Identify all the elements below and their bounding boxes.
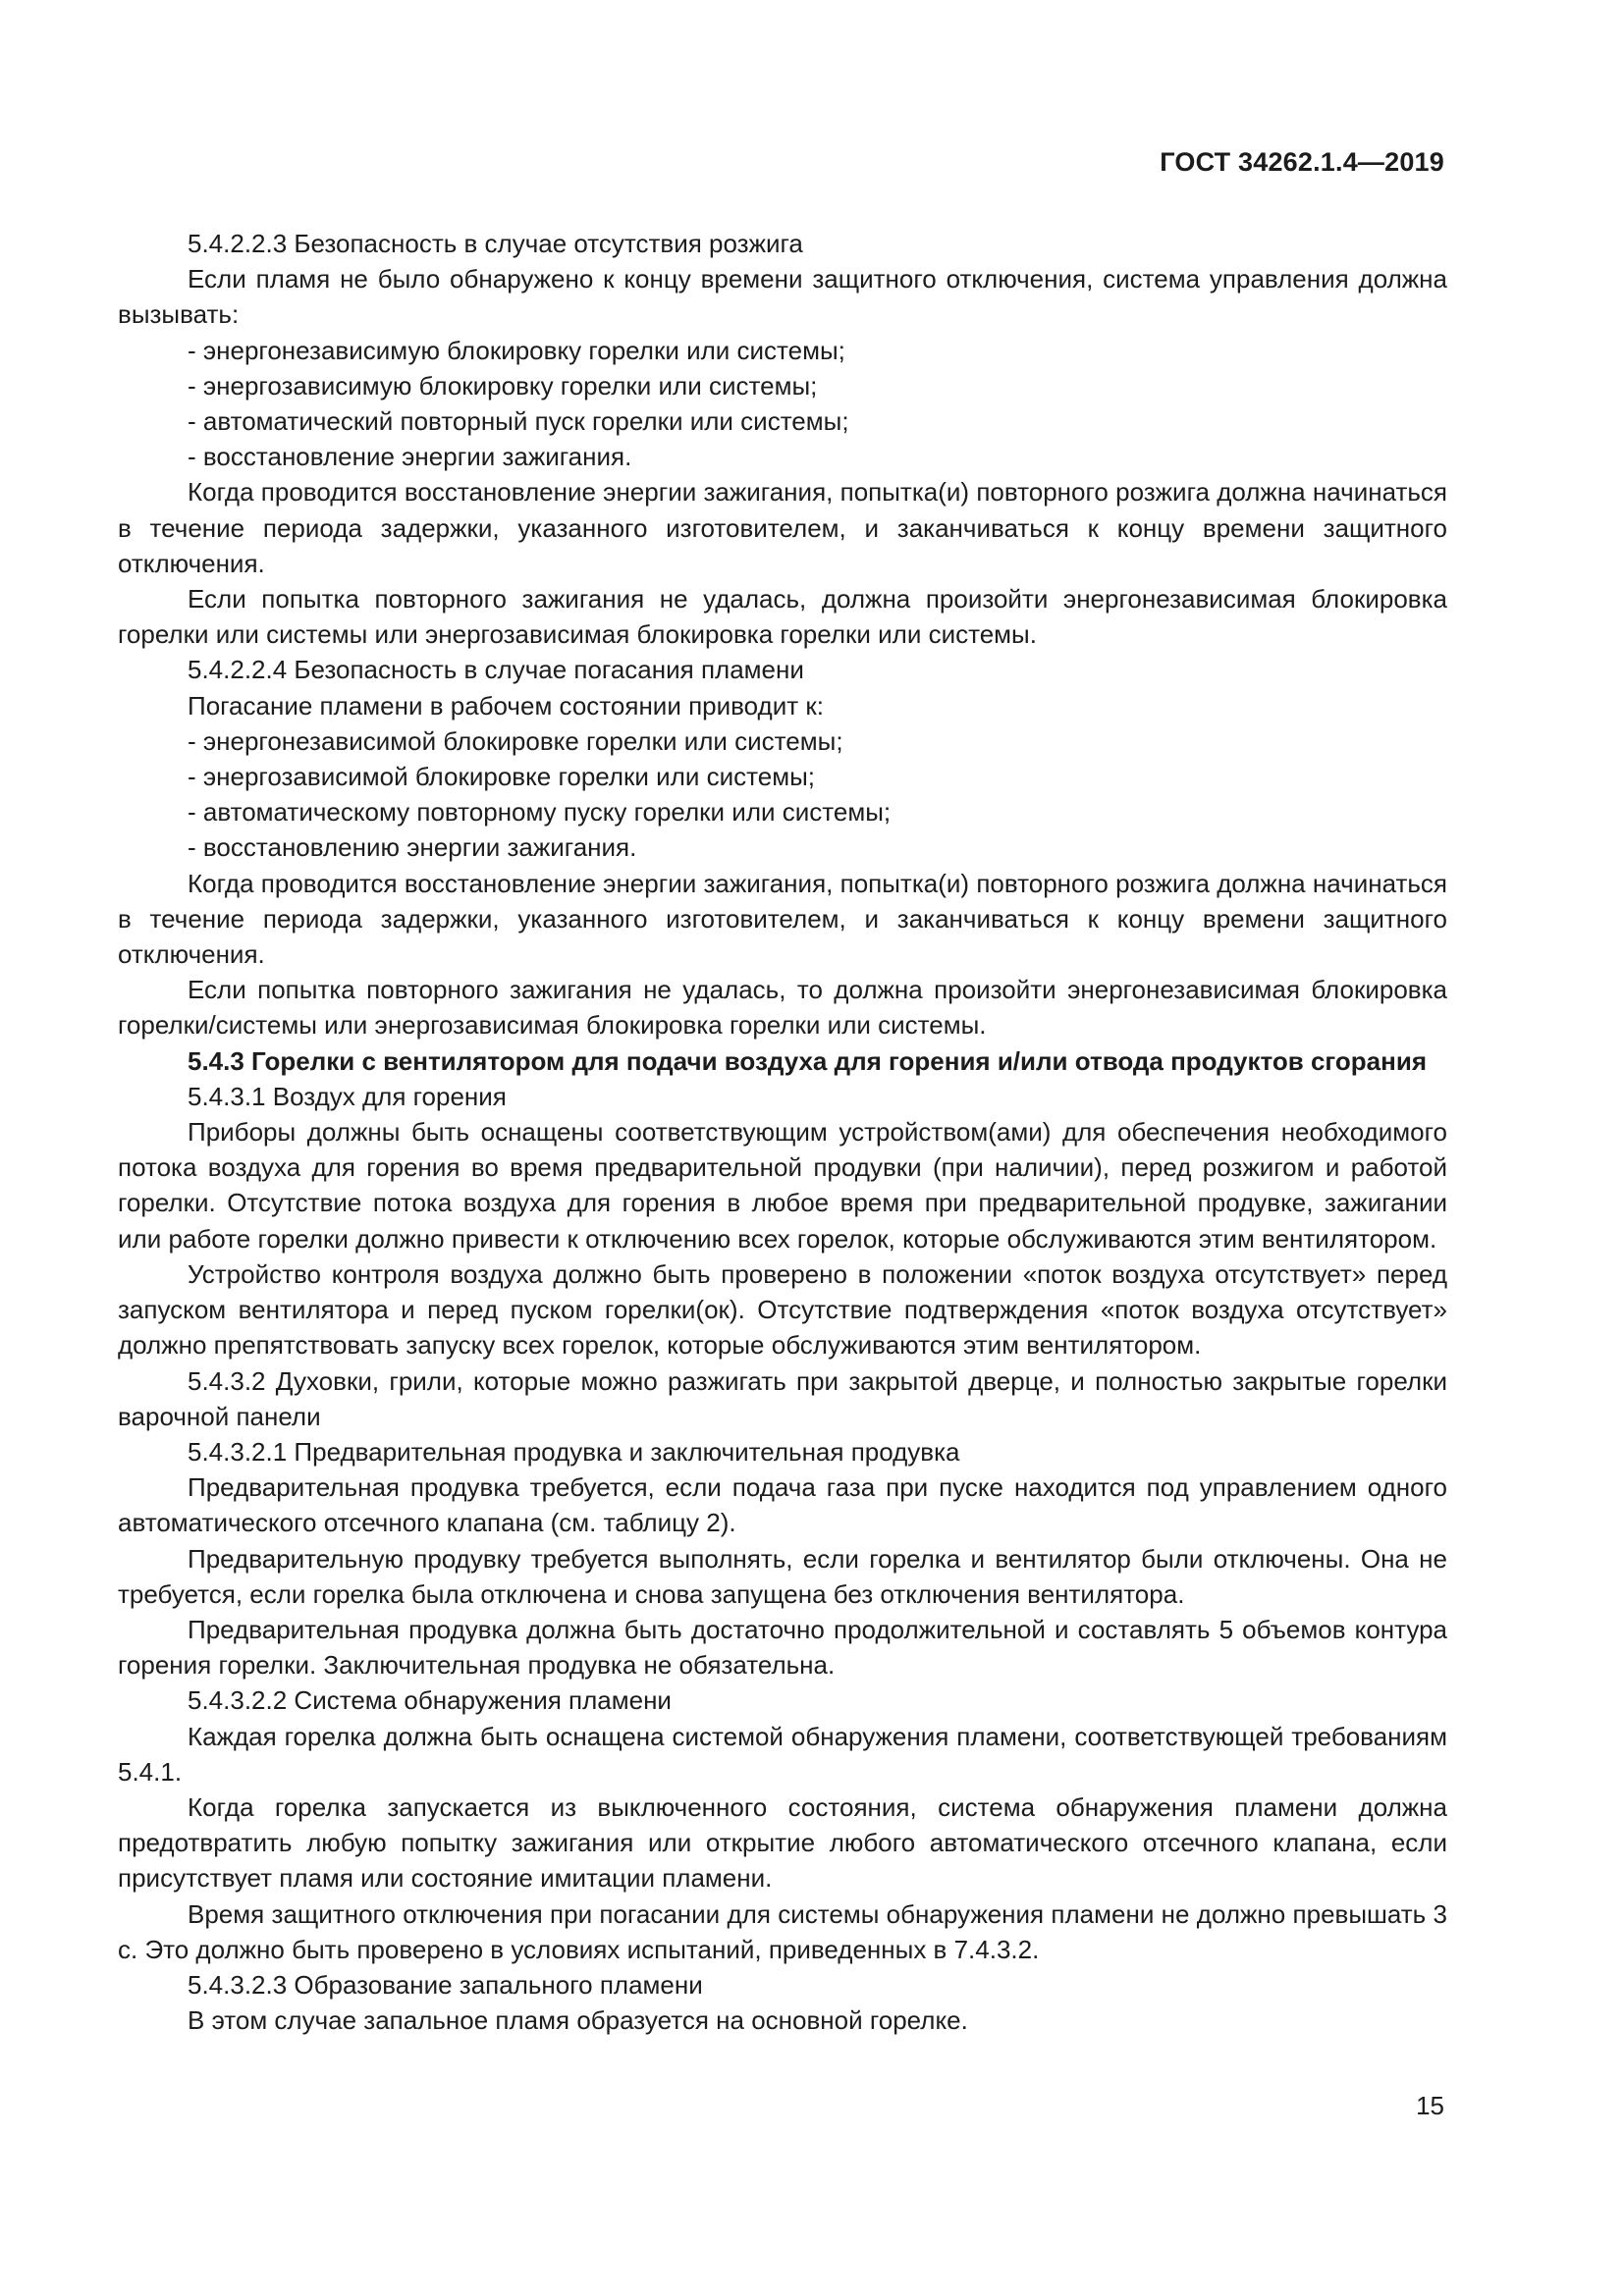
paragraph: Устройство контроля воздуха должно быть проверено в положении «поток воздуха отсутствует» перед запуском вентилятора и перед пуском горелки(ок). Отсутствие подтверждения «поток воздуха отсутствует» должно препятствовать запуску всех горелок, которые обслуживаются этим вентилятором. [118,1258,1447,1361]
paragraph: 5.4.2.2.3 Безопасность в случае отсутствия розжига [188,229,803,258]
page-number: 15 [1416,2091,1444,2120]
list-item: - энергонезависимой блокировке горелки или системы; [188,725,843,756]
paragraph: 5.4.2.2.4 Безопасность в случае погасания пламени [188,655,804,685]
list-item: - энергонезависимую блокировку горелки или системы; [188,335,845,365]
list-item: - автоматическому повторному пуску горелки или системы; [188,797,892,828]
paragraph: Если пламя не было обнаружено к концу времени защитного отключения, система управления должна вызывать: [118,264,1447,330]
document-standard-id: ГОСТ 34262.1.4—2019 [1160,147,1444,177]
paragraph: Если попытка повторного зажигания не удалась, то должна произойти энергонезависимая блокировка горелки/системы или энергозависимая блокировка горелки или системы. [118,975,1447,1041]
list-item: - автоматический повторный пуск горелки или системы; [188,406,849,437]
paragraph: Когда проводится восстановление энергии зажигания, попытка(и) повторного розжига должна начинаться в течение периода задержки, указанного изготовителем, и заканчиваться к концу времени защитного отключения. [118,868,1447,970]
paragraph: Каждая горелка должна быть оснащена системой обнаружения пламени, соответствующей требованиям 5.4.1. [118,1721,1447,1787]
paragraph: Время защитного отключения при погасании для системы обнаружения пламени не должно превышать 3 с. Это должно быть проверено в условиях испытаний, приведенных в 7.4.3.2. [118,1898,1447,1964]
paragraph: Предварительную продувку требуется выполнять, если горелка и вентилятор были отключены. Она не требуется, если горелка была отключена и снова запущена без отключения вентилятора. [118,1543,1447,1609]
document-body [118,226,1447,2038]
list-item: - восстановлению энергии зажигания. [188,832,637,863]
paragraph: Погасание пламени в рабочем состоянии приводит к: [188,690,824,721]
paragraph: Предварительная продувка должна быть достаточно продолжительной и составлять 5 объемов контура горения горелки. Заключительная продувка не обязательна. [118,1614,1447,1681]
paragraph: 5.4.3.2.3 Образование запального пламени [188,1969,703,2000]
list-item: - энергозависимую блокировку горелки или системы; [188,370,818,400]
paragraph: 5.4.3.2.1 Предварительная продувка и заключительная продувка [188,1436,960,1467]
paragraph: Если попытка повторного зажигания не удалась, должна произойти энергонезависимая блокировка горелки или системы или энергозависимая блокировка горелки или системы. [118,584,1447,650]
paragraph: Приборы должны быть оснащены соответствующим устройством(ами) для обеспечения необходимого потока воздуха для горения во время предварительной продувки (при наличии), перед розжигом и работой горелки. Отсутствие потока воздуха для горения в любое время при предварительной продувке, зажигании или работе горелки должно привести к отключению всех горелок, которые обслуживаются этим вентилятором. [118,1117,1447,1254]
paragraph: 5.4.3.1 Воздух для горения [188,1081,507,1111]
paragraph: Когда проводится восстановление энергии зажигания, попытка(и) повторного розжига должна начинаться в течение периода задержки, указанного изготовителем, и заканчиваться к концу времени защитного отключения. [118,477,1447,578]
paragraph: Когда горелка запускается из выключенного состояния, система обнаружения пламени должна предотвратить любую попытку зажигания или открытие любого автоматического отсечного клапана, если присутствует пламя или состояние имитации пламени. [118,1791,1447,1894]
paragraph: Предварительная продувка требуется, если подача газа при пуске находится под управлением одного автоматического отсечного клапана (см. таблицу 2). [118,1472,1447,1538]
paragraph: 5.4.3.2 Духовки, грили, которые можно разжигать при закрытой дверце, и полностью закрытые горелки варочной панели [118,1365,1447,1431]
list-item: - восстановление энергии зажигания. [188,442,632,472]
paragraph: 5.4.3.2.2 Система обнаружения пламени [188,1685,672,1716]
paragraph: В этом случае запальное пламя образуется на основной горелке. [188,2005,968,2036]
list-item: - энергозависимой блокировке горелки или системы; [188,762,816,792]
section-heading: 5.4.3 Горелки с вентилятором для подачи воздуха для горения и/или отвода продуктов сгорания [188,1045,1428,1076]
